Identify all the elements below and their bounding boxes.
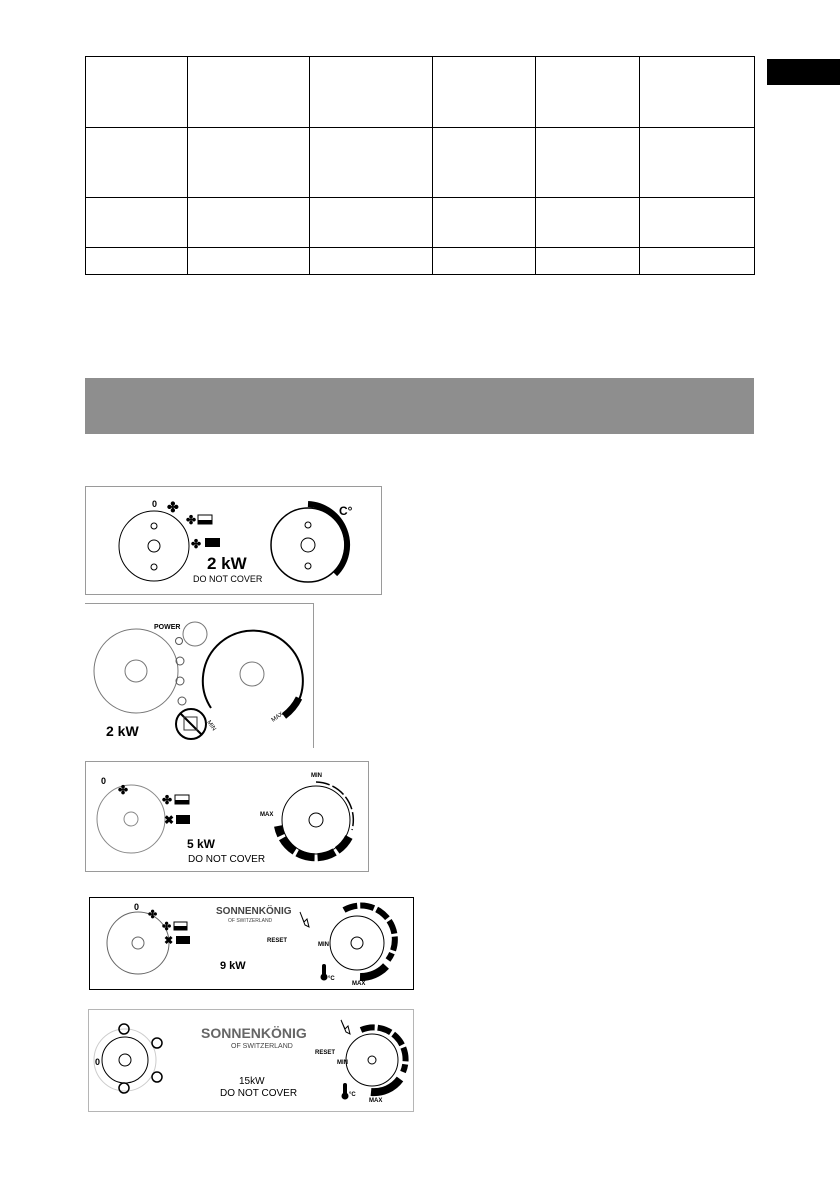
thermostat-scale xyxy=(316,782,353,830)
table-cell xyxy=(433,128,536,198)
table-cell xyxy=(310,248,433,275)
brand-subtitle: OF SWITZERLAND xyxy=(228,918,273,924)
max-label: MAX xyxy=(260,812,274,818)
indicator-icon xyxy=(176,638,183,645)
knob-center xyxy=(309,813,323,827)
knob-center xyxy=(132,937,144,949)
table-cell xyxy=(640,248,755,275)
reset-hand-icon xyxy=(341,1020,350,1034)
power-rating: 5 kW xyxy=(187,837,216,851)
knob-dot xyxy=(151,564,157,570)
table-cell xyxy=(536,248,640,275)
brand-subtitle: OF SWITZERLAND xyxy=(231,1043,293,1050)
warning-text: DO NOT COVER xyxy=(220,1088,298,1099)
brand-logo: SONNENKÖNIG xyxy=(201,1025,307,1041)
table-cell xyxy=(86,248,188,275)
spec-table xyxy=(85,56,755,275)
min-label: MIN xyxy=(318,942,329,948)
temperature-unit: °C xyxy=(349,1092,356,1098)
power-label: POWER xyxy=(154,624,181,631)
thermostat-knob xyxy=(346,1034,398,1086)
knob-center xyxy=(124,812,138,826)
knob-center xyxy=(368,1056,376,1064)
knob-dot xyxy=(305,563,311,569)
table-cell xyxy=(433,198,536,248)
fan-icon: ✤ xyxy=(118,783,129,797)
fan-icon: ✤ xyxy=(162,793,173,807)
fan-icon: ✖ xyxy=(164,935,174,947)
fan-icon: ✤ xyxy=(148,909,158,921)
mode-icon xyxy=(119,1083,129,1093)
fan-icon: ✤ xyxy=(186,513,197,527)
max-label: MAX xyxy=(270,711,285,724)
table-cell xyxy=(433,57,536,128)
knob-center xyxy=(125,660,147,682)
max-label: MAX xyxy=(352,981,366,987)
power-rating: 9 kW xyxy=(220,960,246,972)
language-tab-marker xyxy=(767,59,840,85)
knob-center xyxy=(148,540,160,552)
off-label: 0 xyxy=(134,902,140,912)
table-cell xyxy=(86,57,188,128)
table-cell xyxy=(536,128,640,198)
fan-icon: ✤ xyxy=(167,499,179,515)
table-cell xyxy=(640,128,755,198)
warning-text: DO NOT COVER xyxy=(193,574,263,584)
panel-drawing xyxy=(86,762,368,871)
thermostat-scale xyxy=(203,631,303,709)
power-rating: 15kW xyxy=(239,1076,265,1087)
heat-high-icon xyxy=(176,815,190,824)
table-cell xyxy=(188,57,310,128)
temperature-unit: °C xyxy=(328,976,335,982)
control-panel-15kw xyxy=(88,1009,414,1112)
fan-icon: ✤ xyxy=(162,921,172,933)
thermostat-scale xyxy=(344,906,395,960)
table-cell xyxy=(310,57,433,128)
heat-high-icon xyxy=(205,538,220,547)
table-cell xyxy=(188,248,310,275)
thermostat-knob xyxy=(330,916,384,970)
max-label: MAX xyxy=(369,1098,383,1104)
panel-drawing xyxy=(89,1010,413,1111)
heat-high-icon xyxy=(176,936,190,944)
control-panel-2kw-a xyxy=(85,486,382,595)
min-label: MIN xyxy=(205,719,217,733)
off-label: 0 xyxy=(95,1057,101,1067)
knob-center xyxy=(301,538,315,552)
mode-knob xyxy=(97,785,165,853)
table-cell xyxy=(433,248,536,275)
knob-dot xyxy=(305,522,311,528)
table-cell xyxy=(640,57,755,128)
heat-high-icon xyxy=(152,1072,162,1082)
min-label: MIN xyxy=(337,1060,348,1066)
mode-knob xyxy=(102,1037,148,1083)
table-row xyxy=(86,57,755,128)
min-label: MIN xyxy=(311,773,322,779)
fan-icon: ✖ xyxy=(164,813,175,827)
temperature-unit: C° xyxy=(339,504,353,518)
table-row xyxy=(86,198,755,248)
reset-label: RESET xyxy=(267,938,288,944)
knob-center xyxy=(240,662,264,686)
control-panel-9kw xyxy=(89,897,414,990)
knob-center xyxy=(119,1054,131,1066)
warning-text: DO NOT COVER xyxy=(188,854,266,865)
table-cell xyxy=(310,198,433,248)
table-cell xyxy=(188,198,310,248)
fan-icon: ✤ xyxy=(191,537,202,551)
table-cell xyxy=(536,198,640,248)
table-row xyxy=(86,128,755,198)
table-cell xyxy=(86,198,188,248)
off-label: 0 xyxy=(101,776,107,786)
table-cell xyxy=(188,128,310,198)
knob-dot xyxy=(151,523,157,529)
power-rating: 2 kW xyxy=(207,554,247,573)
brand-logo: SONNENKÖNIG xyxy=(216,906,292,917)
off-label: 0 xyxy=(152,499,158,509)
panel-drawing xyxy=(85,604,313,748)
table-cell xyxy=(310,128,433,198)
mode-knob xyxy=(94,629,178,713)
power-rating: 2 kW xyxy=(106,723,139,739)
mode-knob xyxy=(107,912,172,974)
table-cell xyxy=(536,57,640,128)
heat-low-icon xyxy=(152,1038,162,1048)
control-panel-2kw-b xyxy=(85,603,314,748)
knob-center xyxy=(351,937,363,949)
table-cell xyxy=(640,198,755,248)
panel-drawing xyxy=(86,487,381,594)
heat-high-icon xyxy=(178,697,186,705)
control-panel-5kw xyxy=(85,761,369,872)
panel-drawing xyxy=(90,898,413,989)
table-row xyxy=(86,248,755,275)
section-header-bar xyxy=(85,378,754,434)
table-cell xyxy=(86,128,188,198)
reset-hand-icon xyxy=(300,912,309,927)
reset-label: RESET xyxy=(315,1050,336,1056)
power-button xyxy=(183,622,207,646)
